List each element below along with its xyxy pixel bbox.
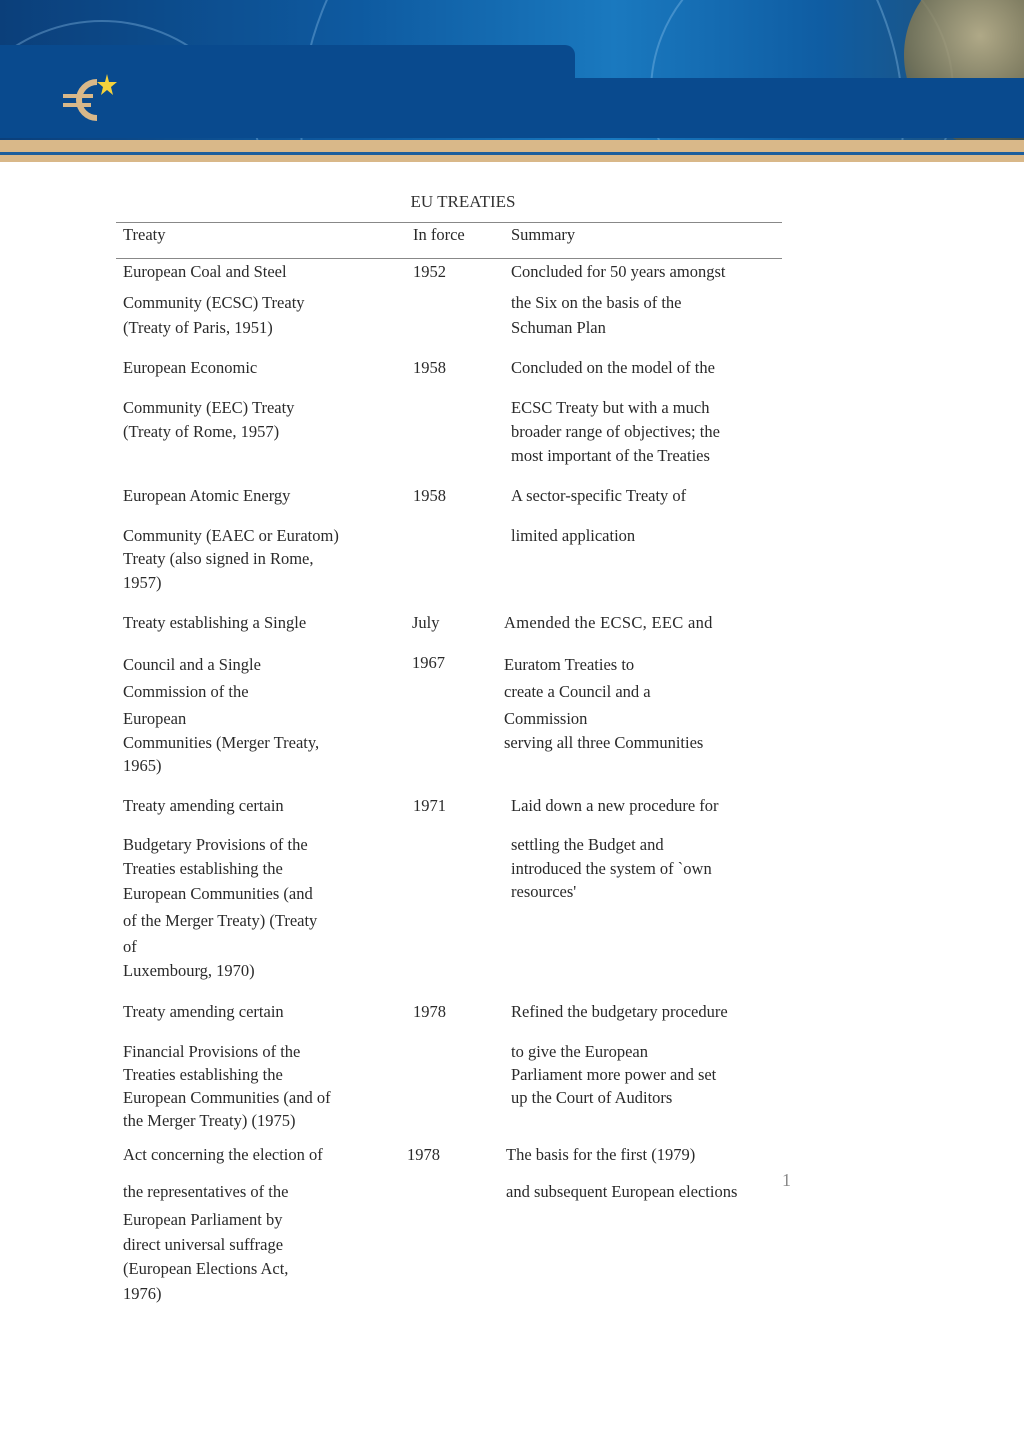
treaty-name-line: Treaties establishing the <box>123 1065 283 1084</box>
in-force-value: 1958 <box>413 358 446 377</box>
treaty-name-line: European Communities (and of <box>123 1088 331 1107</box>
summary-line: Amended the ECSC, EEC and <box>504 613 713 632</box>
in-force-value: 1978 <box>407 1145 440 1164</box>
summary-line: The basis for the first (1979) <box>506 1145 696 1164</box>
treaty-name-line: Financial Provisions of the <box>123 1042 301 1061</box>
treaty-name-line: European Coal and Steel <box>123 262 287 281</box>
summary-line: Parliament more power and set <box>511 1065 717 1084</box>
treaty-name-line: (European Elections Act, <box>123 1259 289 1278</box>
euro-sign-icon <box>55 70 125 130</box>
header-banner <box>0 0 1024 162</box>
treaty-name-line: 1965) <box>123 756 162 775</box>
treaty-name-line: Treaty amending certain <box>123 1002 284 1021</box>
treaty-name-line: Treaty amending certain <box>123 796 284 815</box>
treaty-name-line: Community (EEC) Treaty <box>123 398 295 417</box>
treaty-name-line: Council and a Single <box>123 655 261 674</box>
banner-stripe <box>0 140 1024 152</box>
summary-line: up the Court of Auditors <box>511 1088 673 1107</box>
page-number: 1 <box>782 1170 791 1190</box>
treaty-name-line: (Treaty of Paris, 1951) <box>123 318 273 337</box>
treaty-name-line: Luxembourg, 1970) <box>123 961 255 980</box>
summary-line: and subsequent European elections <box>506 1182 738 1201</box>
in-force-value: 1952 <box>413 262 446 281</box>
summary-line: Laid down a new procedure for <box>511 796 719 815</box>
summary-line: the Six on the basis of the <box>511 293 682 312</box>
summary-line: Concluded on the model of the <box>511 358 715 377</box>
treaty-name-line: European Atomic Energy <box>123 486 291 505</box>
summary-line: serving all three Communities <box>504 733 704 752</box>
treaty-name-line: European <box>123 709 187 728</box>
treaty-name-line: the Merger Treaty) (1975) <box>123 1111 296 1130</box>
banner-band <box>0 78 1024 138</box>
summary-line: Refined the budgetary procedure <box>511 1002 728 1021</box>
in-force-value: 1971 <box>413 796 446 815</box>
treaty-name-line: Treaties establishing the <box>123 859 283 878</box>
treaty-name-line: the representatives of the <box>123 1182 289 1201</box>
summary-line: Euratom Treaties to <box>504 655 635 674</box>
summary-line: settling the Budget and <box>511 835 664 854</box>
treaty-name-line: Treaty (also signed in Rome, <box>123 549 314 568</box>
treaty-name-line: European Economic <box>123 358 258 377</box>
column-header-treaty: Treaty <box>123 225 166 244</box>
treaty-name-line: European Communities (and <box>123 884 313 903</box>
summary-line: resources' <box>511 882 577 901</box>
summary-line: introduced the system of `own <box>511 859 712 878</box>
column-header-in-force: In force <box>413 225 465 244</box>
header-bottom-rule <box>116 258 782 259</box>
treaty-name-line: (Treaty of Rome, 1957) <box>123 422 280 441</box>
treaty-name-line: Budgetary Provisions of the <box>123 835 308 854</box>
in-force-value: July <box>412 613 440 632</box>
summary-line: to give the European <box>511 1042 648 1061</box>
in-force-value: 1958 <box>413 486 446 505</box>
banner-stripe <box>0 155 1024 162</box>
treaty-name-line: Community (EAEC or Euratom) <box>123 526 339 545</box>
column-header-summary: Summary <box>511 225 576 244</box>
treaty-name-line: Communities (Merger Treaty, <box>123 733 320 752</box>
treaty-name-line: Act concerning the election of <box>123 1145 323 1164</box>
treaty-name-line: European Parliament by <box>123 1210 283 1229</box>
treaty-name-line: Community (ECSC) Treaty <box>123 293 305 312</box>
treaty-name-line: Commission of the <box>123 682 249 701</box>
summary-line: create a Council and a <box>504 682 651 701</box>
in-force-value: 1978 <box>413 1002 446 1021</box>
summary-line: Schuman Plan <box>511 318 606 337</box>
summary-line: Commission <box>504 709 588 728</box>
summary-line: ECSC Treaty but with a much <box>511 398 710 417</box>
treaty-name-line: direct universal suffrage <box>123 1235 284 1254</box>
summary-line: A sector-specific Treaty of <box>511 486 687 505</box>
treaty-name-line: 1976) <box>123 1284 162 1303</box>
summary-line: Concluded for 50 years amongst <box>511 262 726 281</box>
treaty-name-line: Treaty establishing a Single <box>123 613 307 632</box>
treaty-name-line: 1957) <box>123 573 162 592</box>
treaty-name-line: of <box>123 937 137 956</box>
document-title: EU TREATIES <box>410 192 516 211</box>
in-force-value: 1967 <box>412 653 445 672</box>
summary-line: limited application <box>511 526 636 545</box>
treaty-name-line: of the Merger Treaty) (Treaty <box>123 911 318 930</box>
summary-line: broader range of objectives; the <box>511 422 720 441</box>
summary-line: most important of the Treaties <box>511 446 710 465</box>
